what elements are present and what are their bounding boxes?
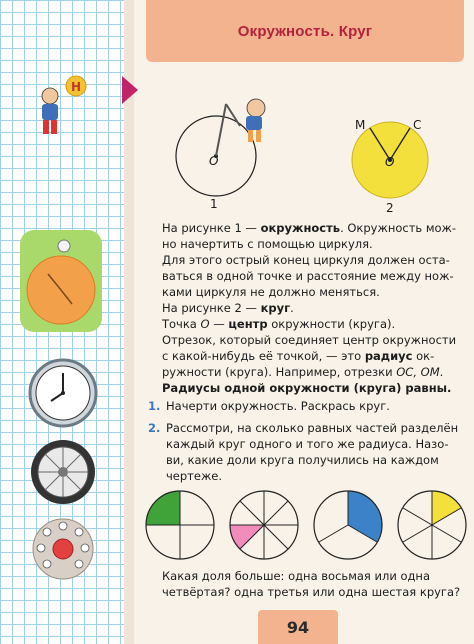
task-2 bbox=[148, 420, 464, 483]
compass-icon bbox=[216, 104, 226, 156]
header-banner bbox=[146, 0, 464, 62]
paragraph-4: Точка O — центр окружности (круга). bbox=[162, 317, 396, 331]
paragraph-2: Для этого острый конец циркуля должен оста-ваться в одной точке и расстояние между нож-ками циркуля не должно меняться. bbox=[162, 253, 454, 299]
divided-circles bbox=[140, 490, 474, 564]
paragraph-5: Отрезок, который соединяет центр окружности с какой-нибудь её точкой, — это радиус ок-ружности (круга). Например, отрезки OC, OM. bbox=[162, 333, 457, 379]
figure2-label: 2 bbox=[386, 201, 394, 215]
boy-icon bbox=[30, 74, 90, 144]
circle-quarters bbox=[146, 491, 214, 559]
paragraph-6: Радиусы одной окружности (круга) равны. bbox=[162, 381, 452, 395]
circle-eighths bbox=[230, 491, 298, 559]
figure2-center-label: O bbox=[385, 155, 395, 169]
question-text: Какая доля больше: одна восьмая или одна четвёртая? одна третья или одна шестая круга? bbox=[162, 569, 461, 599]
page-title: Окружность. Круг bbox=[237, 22, 373, 40]
point-m-label: M bbox=[355, 118, 366, 132]
rotary-dial-icon bbox=[27, 516, 99, 582]
paragraph-3: На рисунке 2 — круг. bbox=[162, 301, 294, 315]
point-c-label: C bbox=[413, 118, 422, 132]
wheel-icon bbox=[27, 436, 99, 508]
circle-thirds bbox=[314, 491, 382, 559]
clock-icon bbox=[27, 357, 99, 429]
figure-circle-compass bbox=[166, 90, 296, 202]
task-1-number: 1. bbox=[148, 399, 161, 413]
task-2-number: 2. bbox=[148, 421, 161, 435]
task-1 bbox=[148, 398, 464, 416]
globe-icon bbox=[18, 226, 104, 336]
figure1-label: 1 bbox=[210, 197, 218, 211]
task-1-text: Начерти окружность. Раскрась круг. bbox=[166, 399, 390, 413]
figure1-center-label: O bbox=[209, 154, 219, 168]
explanation-text bbox=[162, 220, 462, 396]
task-2-text: Рассмотри, на сколько равных частей разделён каждый круг одного и того же радиуса. Назо-ви, какие доли круга получились на каждом чертеже. bbox=[166, 421, 459, 483]
circle-sixths bbox=[398, 491, 466, 559]
paragraph-1: На рисунке 1 — окружность. Окружность мож-но начертить с помощью циркуля. bbox=[162, 221, 457, 251]
section-pointer bbox=[122, 76, 138, 104]
character-badge: Н bbox=[70, 80, 82, 94]
page-number: 94 bbox=[286, 617, 310, 637]
page-number-tab bbox=[258, 610, 338, 644]
